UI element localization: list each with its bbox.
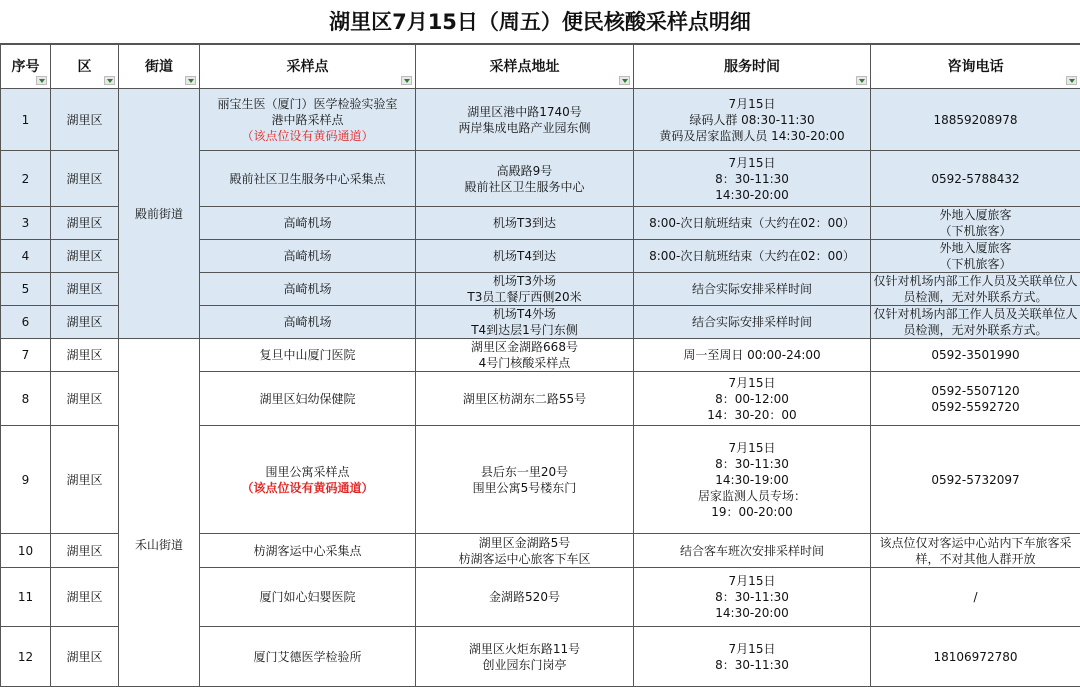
phone-cell: [871, 306, 1080, 339]
site-cell: [200, 89, 416, 151]
district-cell-line: 湖里区: [66, 543, 103, 558]
filter-dropdown-icon[interactable]: [619, 76, 630, 85]
phone-cell-line: 外地入厦旅客: [939, 208, 1012, 222]
address-cell: [416, 534, 634, 568]
service-time-cell: [634, 151, 871, 207]
table-body: [1, 89, 1080, 687]
site-cell: [200, 207, 416, 240]
address-cell-line: 机场T3外场: [493, 274, 556, 288]
service-time-cell-line: 14:30-20:00: [715, 606, 789, 620]
service-time-cell-line: 8:00-次日航班结束（大约在02：00）: [649, 249, 855, 263]
service-time-cell-line: 8：30-11:30: [715, 456, 789, 471]
header-label: 序号: [11, 58, 40, 75]
phone-cell-line: 0592-5788432: [931, 171, 1020, 186]
service-time-cell-line: 7月15日: [728, 641, 776, 656]
service-time-cell-line: 7月15日: [728, 96, 776, 111]
site-cell-line: 厦门如心妇婴医院: [259, 590, 356, 604]
header-site: [200, 45, 416, 89]
address-cell-line: 湖里区金湖路668号: [471, 340, 578, 354]
phone-cell: [871, 89, 1080, 151]
district-cell: [51, 426, 119, 534]
district-cell-line: 湖里区: [66, 391, 103, 406]
address-cell-line: 机场T4外场: [493, 307, 556, 321]
row-number-line: 5: [21, 282, 30, 296]
site-cell: [200, 339, 416, 372]
header-time: [634, 45, 871, 89]
phone-cell: [871, 339, 1080, 372]
address-cell-line: 县后东一里20号: [480, 464, 569, 479]
street-label: 禾山街道: [134, 537, 183, 552]
district-cell: [51, 151, 119, 207]
header-address: [416, 45, 634, 89]
header-district: [51, 45, 119, 89]
address-cell-line: 金湖路520号: [489, 590, 560, 604]
address-cell: [416, 240, 634, 273]
site-cell-line: 复旦中山厦门医院: [259, 348, 356, 362]
phone-cell-line: 外地入厦旅客: [939, 241, 1012, 255]
address-cell-line: T4到达层1号门东侧: [471, 323, 578, 337]
row-number-line: 6: [21, 315, 30, 329]
phone-cell-line: 18859208978: [933, 112, 1018, 127]
row-number: [1, 372, 51, 426]
phone-cell-line: 0592-5507120: [931, 383, 1020, 398]
header-street: [119, 45, 200, 89]
header-label: 咨询电话: [947, 58, 1004, 75]
phone-cell: [871, 534, 1080, 568]
address-cell: [416, 207, 634, 240]
phone-cell: [871, 627, 1080, 687]
service-time-cell: [634, 207, 871, 240]
district-cell: [51, 207, 119, 240]
header-label: 服务时间: [724, 58, 780, 75]
service-time-cell: [634, 240, 871, 273]
row-number: [1, 89, 51, 151]
phone-cell: [871, 151, 1080, 207]
row-number: [1, 151, 51, 207]
row-number: [1, 534, 51, 568]
district-cell-line: 湖里区: [66, 472, 103, 487]
site-cell-line: 湖里区妇幼保健院: [259, 391, 356, 406]
district-cell-line: 湖里区: [66, 216, 103, 230]
district-cell-line: 湖里区: [66, 112, 103, 127]
service-time-cell-line: 19：00-20:00: [711, 504, 793, 519]
site-cell: [200, 426, 416, 534]
district-cell: [51, 306, 119, 339]
row-number-line: 12: [17, 649, 34, 664]
row-number: [1, 240, 51, 273]
address-cell: [416, 372, 634, 426]
site-cell: [200, 627, 416, 687]
site-cell-line: 高崎机场: [283, 249, 332, 263]
row-number-line: 10: [17, 543, 34, 558]
service-time-cell: [634, 568, 871, 627]
row-number-line: 7: [21, 348, 30, 362]
header-no: [1, 45, 51, 89]
phone-cell: [871, 207, 1080, 240]
address-cell-line: 湖里区金湖路5号: [478, 535, 571, 550]
address-cell-line: T3员工餐厅西侧20米: [467, 290, 582, 304]
service-time-cell-line: 居家监测人员专场：: [697, 488, 806, 503]
filter-dropdown-icon[interactable]: [104, 76, 115, 85]
site-cell: [200, 372, 416, 426]
address-cell: [416, 339, 634, 372]
address-cell: [416, 273, 634, 306]
phone-cell: [871, 426, 1080, 534]
site-cell-line: 殿前社区卫生服务中心采集点: [229, 171, 386, 186]
service-time-cell-line: 14：30-20：00: [707, 407, 797, 422]
service-time-cell: [634, 534, 871, 568]
district-cell-line: 湖里区: [66, 171, 103, 186]
district-cell: [51, 534, 119, 568]
site-cell-line: 围里公寓采样点: [265, 464, 350, 479]
header-label: 区: [77, 58, 92, 75]
site-cell-line: 厦门艾德医学检验所: [253, 649, 362, 664]
table-row: [1, 339, 1080, 372]
service-time-cell-line: 7月15日: [728, 574, 776, 588]
phone-cell-line: 0592-5592720: [931, 399, 1020, 414]
service-time-cell-line: 14:30-20:00: [715, 187, 789, 202]
address-cell: [416, 627, 634, 687]
address-cell-line: 湖里区港中路1740号: [467, 104, 582, 119]
filter-dropdown-icon[interactable]: [856, 76, 867, 85]
service-time-cell-line: 黄码及居家监测人员 14:30-20:00: [659, 128, 845, 143]
service-time-cell-line: 8:00-次日航班结束（大约在02：00）: [649, 216, 855, 230]
table-row: [1, 89, 1080, 151]
service-time-cell: [634, 426, 871, 534]
address-cell-line: 两岸集成电路产业园东侧: [458, 120, 591, 135]
service-time-cell-line: 8：00-12:00: [715, 391, 789, 406]
row-number-line: 8: [21, 391, 30, 406]
row-number: [1, 207, 51, 240]
row-number-line: 1: [21, 112, 30, 127]
filter-dropdown-icon[interactable]: [1066, 76, 1077, 85]
district-cell-line: 湖里区: [66, 348, 103, 362]
header-label: 街道: [145, 58, 173, 75]
site-cell: [200, 240, 416, 273]
phone-cell-line: 0592-3501990: [931, 348, 1020, 362]
address-cell-line: 机场T4到达: [493, 249, 556, 263]
district-cell-line: 湖里区: [66, 282, 103, 296]
district-cell-line: 湖里区: [66, 649, 103, 664]
service-time-cell-line: 14:30-19:00: [715, 472, 789, 487]
phone-cell-line: 仅针对机场内部工作人员及关联单位人员检测，无对外联系方式。: [873, 307, 1078, 337]
service-time-cell-line: 绿码人群 08:30-11:30: [689, 112, 815, 127]
site-cell-line: 高崎机场: [283, 282, 332, 296]
address-cell-line: 枋湖客运中心旅客下车区: [458, 551, 591, 566]
site-cell-line: 高崎机场: [283, 315, 332, 329]
service-time-cell: [634, 306, 871, 339]
district-cell-line: 湖里区: [66, 315, 103, 329]
row-number: [1, 273, 51, 306]
district-cell: [51, 339, 119, 372]
site-cell: [200, 151, 416, 207]
district-cell-line: 湖里区: [66, 590, 103, 604]
row-number: [1, 627, 51, 687]
service-time-cell: [634, 627, 871, 687]
header-phone: [871, 45, 1080, 89]
service-time-cell-line: 8：30-11:30: [715, 590, 789, 604]
filter-dropdown-icon[interactable]: [36, 76, 47, 85]
address-cell: [416, 89, 634, 151]
service-time-cell-line: 8：30-11:30: [715, 657, 789, 672]
address-cell: [416, 306, 634, 339]
service-time-cell-line: 7月15日: [728, 155, 776, 170]
sheet-title: 湖里区7月15日（周五）便民核酸采样点明细: [0, 0, 1080, 44]
phone-cell-line: （下机旅客）: [939, 257, 1012, 271]
site-cell: [200, 534, 416, 568]
address-cell-line: 高殿路9号: [496, 163, 553, 178]
phone-cell: [871, 240, 1080, 273]
yellow-code-channel-note: （该点位设有黄码通道）: [241, 128, 374, 143]
street-cell: [119, 339, 200, 687]
site-cell: [200, 568, 416, 627]
phone-cell: [871, 568, 1080, 627]
district-cell: [51, 372, 119, 426]
service-time-cell: [634, 273, 871, 306]
street-label: 殿前街道: [134, 206, 183, 221]
phone-cell: [871, 372, 1080, 426]
row-number-line: 3: [21, 216, 30, 230]
district-cell: [51, 89, 119, 151]
site-cell: [200, 273, 416, 306]
header-label: 采样点地址: [489, 58, 560, 75]
address-cell-line: 围里公寓5号楼东门: [472, 480, 577, 495]
district-cell: [51, 273, 119, 306]
row-number: [1, 306, 51, 339]
district-cell-line: 湖里区: [66, 249, 103, 263]
address-cell-line: 4号门核酸采样点: [478, 356, 571, 370]
site-cell-line: 枋湖客运中心采集点: [253, 543, 362, 558]
header-label: 采样点: [286, 58, 329, 75]
district-cell: [51, 568, 119, 627]
address-cell: [416, 568, 634, 627]
address-cell: [416, 151, 634, 207]
address-cell-line: 湖里区枋湖东二路55号: [462, 391, 587, 406]
row-number-line: 4: [21, 249, 30, 263]
site-cell-line: 丽宝生医（厦门）医学检验实验室: [217, 96, 398, 111]
site-cell-line: 高崎机场: [283, 216, 332, 230]
address-cell-line: 湖里区火炬东路11号: [468, 641, 581, 656]
district-cell: [51, 240, 119, 273]
phone-cell-line: /: [973, 590, 978, 604]
phone-cell-line: 仅针对机场内部工作人员及关联单位人员检测，无对外联系方式。: [873, 274, 1078, 304]
service-time-cell-line: 结合实际安排采样时间: [691, 315, 812, 329]
header-row: [1, 45, 1080, 89]
row-number: [1, 568, 51, 627]
row-number-line: 9: [21, 472, 30, 487]
service-time-cell-line: 7月15日: [728, 440, 776, 455]
filter-dropdown-icon[interactable]: [401, 76, 412, 85]
district-cell: [51, 627, 119, 687]
sampling-sites-table: [0, 44, 1080, 687]
filter-dropdown-icon[interactable]: [185, 76, 196, 85]
address-cell-line: 机场T3到达: [493, 216, 556, 230]
address-cell-line: 创业园东门岗亭: [482, 657, 567, 672]
phone-cell-line: 0592-5732097: [931, 472, 1020, 487]
phone-cell: [871, 273, 1080, 306]
row-number-line: 2: [21, 171, 30, 186]
service-time-cell: [634, 339, 871, 372]
service-time-cell-line: 周一至周日 00:00-24:00: [683, 348, 821, 362]
service-time-cell-line: 7月15日: [728, 375, 776, 390]
street-cell: [119, 89, 200, 339]
row-number: [1, 426, 51, 534]
service-time-cell-line: 8：30-11:30: [715, 171, 789, 186]
service-time-cell: [634, 89, 871, 151]
phone-cell-line: （下机旅客）: [939, 224, 1012, 238]
service-time-cell: [634, 372, 871, 426]
service-time-cell-line: 结合实际安排采样时间: [691, 282, 812, 296]
site-cell-line: 港中路采样点: [271, 112, 344, 127]
phone-cell-line: 该点位仅对客运中心站内下车旅客采样，不对其他人群开放: [879, 535, 1072, 566]
row-number: [1, 339, 51, 372]
yellow-code-channel-note: （该点位设有黄码通道）: [241, 480, 374, 495]
phone-cell-line: 18106972780: [933, 649, 1018, 664]
address-cell-line: 殿前社区卫生服务中心: [464, 179, 585, 194]
site-cell: [200, 306, 416, 339]
address-cell: [416, 426, 634, 534]
service-time-cell-line: 结合客车班次安排采样时间: [679, 543, 824, 558]
row-number-line: 11: [17, 590, 34, 604]
